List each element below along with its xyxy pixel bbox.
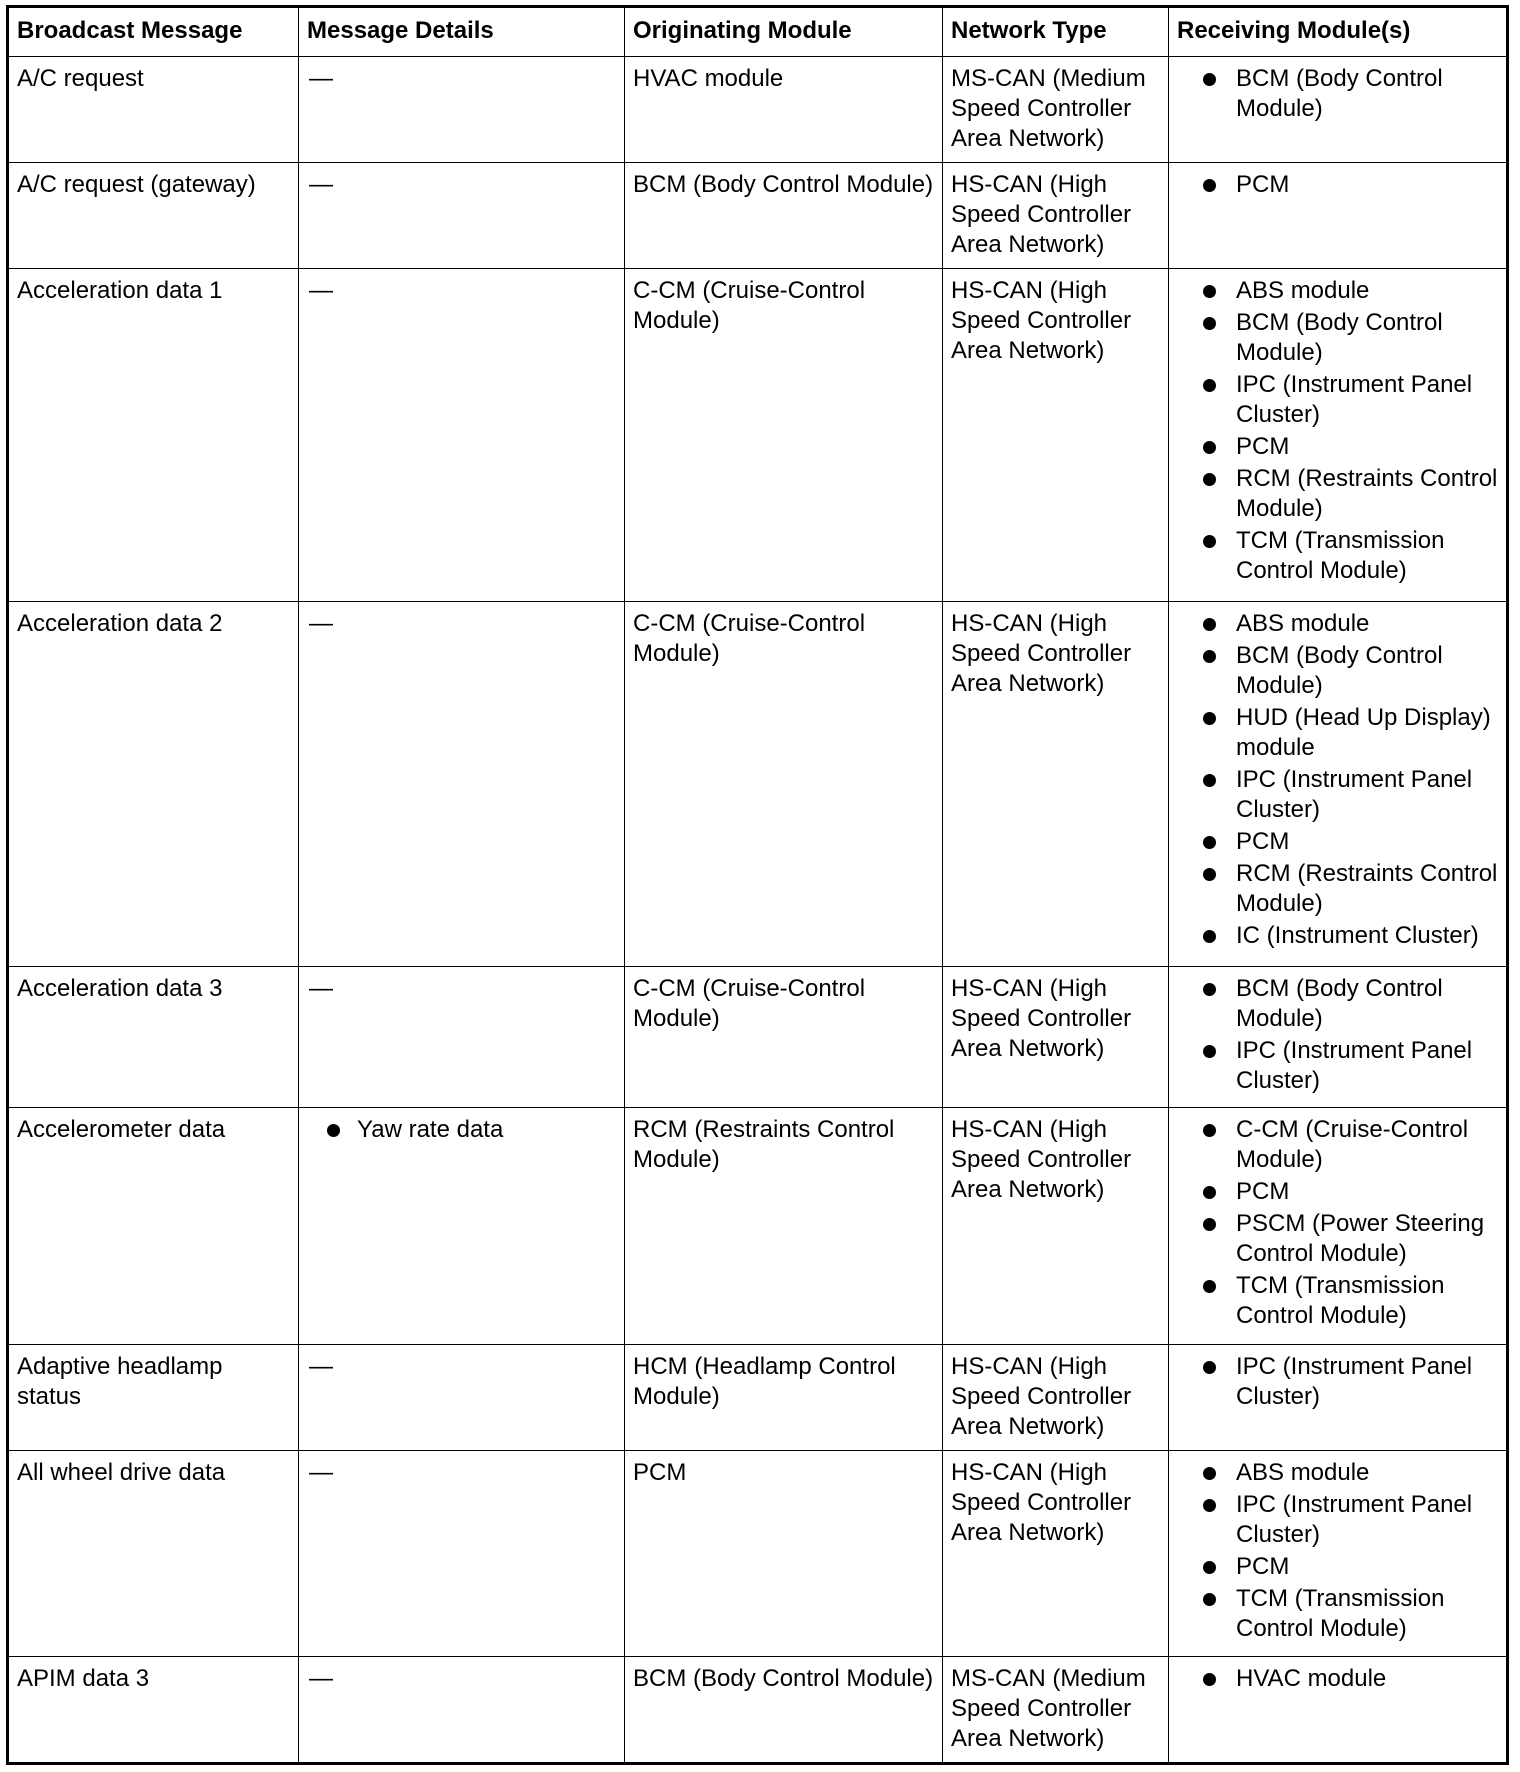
receiving-module-item: IPC (Instrument Panel Cluster) [1177,765,1498,825]
network-type-cell: HS-CAN (High Speed Controller Area Network) [943,1450,1169,1656]
receiving-module-item: BCM (Body Control Module) [1177,308,1498,368]
receiving-module-item: ABS module [1177,276,1498,306]
receiving-module-item: PSCM (Power Steering Control Module) [1177,1209,1498,1269]
receiving-modules-list [1177,1458,1498,1644]
broadcast-message-cell: A/C request [8,57,299,163]
originating-module-cell: C-CM (Cruise-Control Module) [625,601,943,966]
receiving-modules-cell [1169,1107,1508,1344]
network-type-cell: HS-CAN (High Speed Controller Area Network) [943,269,1169,602]
receiving-module-item: IPC (Instrument Panel Cluster) [1177,370,1498,430]
network-type-cell: HS-CAN (High Speed Controller Area Network) [943,601,1169,966]
receiving-module-item: HVAC module [1177,1664,1498,1694]
receiving-module-item: BCM (Body Control Module) [1177,641,1498,701]
receiving-modules-list [1177,1352,1498,1412]
broadcast-message-cell: Accelerometer data [8,1107,299,1344]
receiving-modules-cell [1169,163,1508,269]
table-row [8,163,1508,269]
originating-module-cell: PCM [625,1450,943,1656]
receiving-module-item: TCM (Transmission Control Module) [1177,1584,1498,1644]
header-network-type: Network Type [943,7,1169,57]
message-details-cell: — [299,57,625,163]
details-list-item: Yaw rate data [307,1115,616,1145]
header-broadcast-message: Broadcast Message [8,7,299,57]
message-details-cell: — [299,1656,625,1763]
receiving-module-item: BCM (Body Control Module) [1177,974,1498,1034]
originating-module-cell: BCM (Body Control Module) [625,163,943,269]
receiving-modules-list [1177,1664,1498,1694]
receiving-module-item: BCM (Body Control Module) [1177,64,1498,124]
originating-module-cell: HVAC module [625,57,943,163]
receiving-modules-cell [1169,1344,1508,1450]
receiving-modules-list [1177,974,1498,1096]
receiving-module-item: PCM [1177,1552,1498,1582]
receiving-modules-cell [1169,269,1508,602]
receiving-modules-list [1177,276,1498,586]
message-details-cell: — [299,601,625,966]
details-list [307,1115,616,1145]
broadcast-message-cell: Adaptive headlamp status [8,1344,299,1450]
table-header-row [8,7,1508,57]
receiving-module-item: IPC (Instrument Panel Cluster) [1177,1490,1498,1550]
network-type-cell: HS-CAN (High Speed Controller Area Network) [943,967,1169,1108]
network-type-cell: MS-CAN (Medium Speed Controller Area Network) [943,57,1169,163]
receiving-modules-cell [1169,1450,1508,1656]
table-row [8,967,1508,1108]
receiving-module-item: ABS module [1177,1458,1498,1488]
receiving-module-item: PCM [1177,827,1498,857]
message-details-cell: — [299,269,625,602]
receiving-modules-cell [1169,57,1508,163]
table-row [8,1450,1508,1656]
table-row [8,601,1508,966]
originating-module-cell: C-CM (Cruise-Control Module) [625,967,943,1108]
receiving-module-item: RCM (Restraints Control Module) [1177,464,1498,524]
network-type-cell: HS-CAN (High Speed Controller Area Network) [943,163,1169,269]
broadcast-message-cell: A/C request (gateway) [8,163,299,269]
receiving-modules-cell [1169,601,1508,966]
receiving-module-item: PCM [1177,1177,1498,1207]
broadcast-message-cell: Acceleration data 3 [8,967,299,1108]
receiving-module-item: IPC (Instrument Panel Cluster) [1177,1036,1498,1096]
network-type-cell: HS-CAN (High Speed Controller Area Network) [943,1344,1169,1450]
receiving-modules-cell [1169,967,1508,1108]
receiving-module-item: TCM (Transmission Control Module) [1177,1271,1498,1331]
header-originating-module: Originating Module [625,7,943,57]
receiving-module-item: PCM [1177,432,1498,462]
receiving-module-item: C-CM (Cruise-Control Module) [1177,1115,1498,1175]
receiving-modules-cell [1169,1656,1508,1763]
receiving-modules-list [1177,1115,1498,1331]
broadcast-message-cell: APIM data 3 [8,1656,299,1763]
table-row [8,1656,1508,1763]
table-row [8,269,1508,602]
header-receiving-modules: Receiving Module(s) [1169,7,1508,57]
receiving-module-item: IPC (Instrument Panel Cluster) [1177,1352,1498,1412]
table-row [8,57,1508,163]
receiving-module-item: TCM (Transmission Control Module) [1177,526,1498,586]
message-details-cell: — [299,163,625,269]
table-body [8,57,1508,1764]
receiving-modules-list [1177,64,1498,124]
broadcast-message-table [6,5,1509,1765]
receiving-module-item: RCM (Restraints Control Module) [1177,859,1498,919]
network-type-cell: HS-CAN (High Speed Controller Area Network) [943,1107,1169,1344]
table-row [8,1107,1508,1344]
receiving-module-item: IC (Instrument Cluster) [1177,921,1498,951]
table-row [8,1344,1508,1450]
broadcast-message-cell: Acceleration data 1 [8,269,299,602]
broadcast-message-cell: Acceleration data 2 [8,601,299,966]
message-details-cell: — [299,1450,625,1656]
originating-module-cell: C-CM (Cruise-Control Module) [625,269,943,602]
message-details-cell: — [299,1344,625,1450]
message-details-cell [299,1107,625,1344]
receiving-modules-list [1177,609,1498,951]
receiving-module-item: ABS module [1177,609,1498,639]
receiving-modules-list [1177,170,1498,200]
receiving-module-item: HUD (Head Up Display) module [1177,703,1498,763]
originating-module-cell: HCM (Headlamp Control Module) [625,1344,943,1450]
originating-module-cell: BCM (Body Control Module) [625,1656,943,1763]
message-details-cell: — [299,967,625,1108]
broadcast-message-cell: All wheel drive data [8,1450,299,1656]
header-message-details: Message Details [299,7,625,57]
receiving-module-item: PCM [1177,170,1498,200]
network-type-cell: MS-CAN (Medium Speed Controller Area Network) [943,1656,1169,1763]
originating-module-cell: RCM (Restraints Control Module) [625,1107,943,1344]
